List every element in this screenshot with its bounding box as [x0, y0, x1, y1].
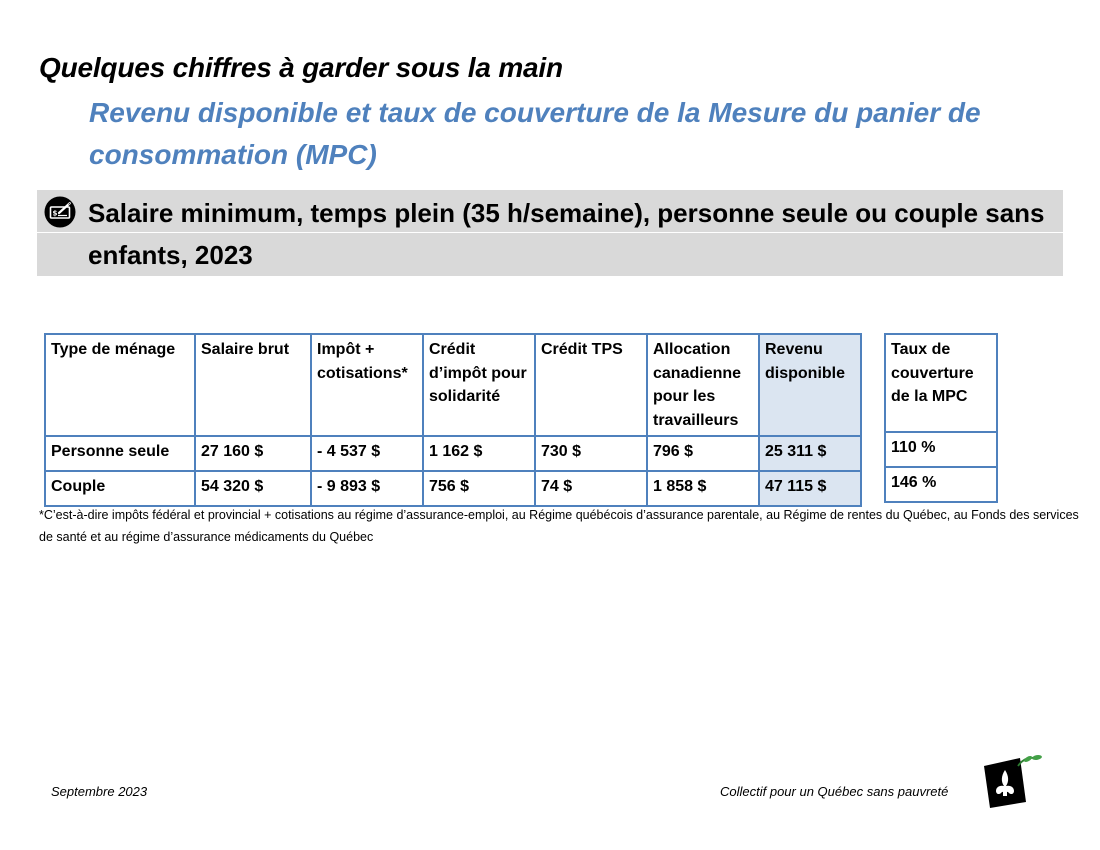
table-cell: - 4 537 $: [311, 436, 423, 471]
table-row: [885, 467, 997, 502]
table-cell: 756 $: [423, 471, 535, 506]
table-cell: 146 %: [885, 467, 997, 502]
page-title: Quelques chiffres à garder sous la main: [39, 52, 563, 83]
table-row: [45, 471, 861, 506]
table-cell: 796 $: [647, 436, 759, 471]
table-header-row: [45, 334, 861, 436]
section-heading: Salaire minimum, temps plein (35 h/semaine), personne seule ou couple sans enfants, 2023: [88, 198, 1045, 270]
column-header: Type de ménage: [45, 334, 195, 436]
table-cell: Personne seule: [45, 436, 195, 471]
table-cell: 74 $: [535, 471, 647, 506]
column-header: Revenu disponible: [759, 334, 861, 436]
table-cell: 110 %: [885, 432, 997, 467]
table-cell: 730 $: [535, 436, 647, 471]
column-header: Taux de couverture de la MPC: [885, 334, 997, 432]
footer-organization: Collectif pour un Québec sans pauvreté: [720, 784, 949, 799]
fleur-de-lis-logo-icon: [980, 752, 1048, 810]
table-cell: Couple: [45, 471, 195, 506]
section-band: [37, 190, 1063, 276]
table-row: [885, 432, 997, 467]
table-header-row: [885, 334, 997, 432]
table-row: [45, 436, 861, 471]
page-subtitle: Revenu disponible et taux de couverture de la Mesure du panier de consommation (MPC): [89, 97, 981, 170]
column-header: Salaire brut: [195, 334, 311, 436]
column-header: Crédit d’impôt pour solidarité: [423, 334, 535, 436]
paycheck-icon: [44, 196, 76, 228]
footnote: *C’est-à-dire impôts fédéral et provincial + cotisations au régime d’assurance-emploi, au Régime québécois d’assurance parentale, au Régime de rentes du Québec, au Fonds des services de santé et au régime d’assurance médicaments du Québec: [39, 508, 1079, 544]
column-header: Allocation canadienne pour les travailleurs: [647, 334, 759, 436]
table-cell: 47 115 $: [759, 471, 861, 506]
table-cell: 1 162 $: [423, 436, 535, 471]
table-cell: 1 858 $: [647, 471, 759, 506]
table-cell: 25 311 $: [759, 436, 861, 471]
table-cell: 27 160 $: [195, 436, 311, 471]
table-cell: 54 320 $: [195, 471, 311, 506]
footer-date: Septembre 2023: [51, 784, 148, 799]
column-header: Crédit TPS: [535, 334, 647, 436]
income-table: [44, 333, 862, 507]
svg-text:$: $: [52, 209, 58, 218]
column-header: Impôt + cotisations*: [311, 334, 423, 436]
coverage-table: [884, 333, 998, 503]
table-cell: - 9 893 $: [311, 471, 423, 506]
